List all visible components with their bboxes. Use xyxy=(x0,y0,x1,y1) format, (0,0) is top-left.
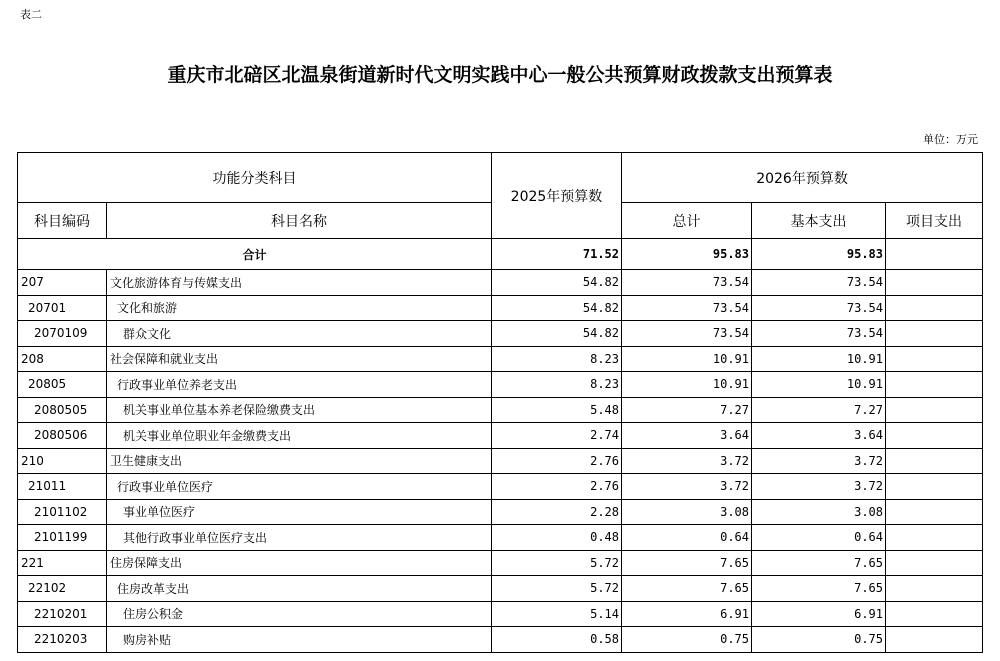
table-body xyxy=(18,239,983,653)
basic-2026-value: 7.27 xyxy=(752,397,886,423)
header-budget-2025: 2025年预算数 xyxy=(492,153,622,239)
budget-2025-value: 5.72 xyxy=(492,576,622,602)
subject-code: 2210201 xyxy=(18,601,107,627)
table-row xyxy=(18,576,983,602)
project-2026-value xyxy=(886,397,983,423)
table-row xyxy=(18,474,983,500)
subject-name: 文化旅游体育与传媒支出 xyxy=(107,270,492,296)
project-2026-value xyxy=(886,423,983,449)
project-2026-value xyxy=(886,346,983,372)
table-header xyxy=(18,153,983,239)
subject-code: 221 xyxy=(18,550,107,576)
total-2026-value: 6.91 xyxy=(622,601,752,627)
subject-name: 其他行政事业单位医疗支出 xyxy=(107,525,492,551)
total-2026-value: 3.72 xyxy=(622,474,752,500)
total-2026-project xyxy=(886,239,983,270)
basic-2026-value: 3.64 xyxy=(752,423,886,449)
project-2026-value xyxy=(886,550,983,576)
basic-2026-value: 3.72 xyxy=(752,448,886,474)
table-row xyxy=(18,499,983,525)
basic-2026-value: 3.72 xyxy=(752,474,886,500)
basic-2026-value: 0.75 xyxy=(752,627,886,653)
subject-code: 2070109 xyxy=(18,321,107,347)
project-2026-value xyxy=(886,576,983,602)
basic-2026-value: 73.54 xyxy=(752,321,886,347)
total-2026-value: 3.72 xyxy=(622,448,752,474)
budget-2025-value: 5.72 xyxy=(492,550,622,576)
budget-2025-value: 54.82 xyxy=(492,321,622,347)
subject-name: 购房补贴 xyxy=(107,627,492,653)
total-2026-value: 7.65 xyxy=(622,576,752,602)
budget-table xyxy=(17,152,983,653)
project-2026-value xyxy=(886,627,983,653)
basic-2026-value: 3.08 xyxy=(752,499,886,525)
subject-code: 207 xyxy=(18,270,107,296)
header-total: 总计 xyxy=(622,203,752,239)
subject-code: 2210203 xyxy=(18,627,107,653)
total-2026-basic: 95.83 xyxy=(752,239,886,270)
subject-code: 2101199 xyxy=(18,525,107,551)
budget-2025-value: 0.48 xyxy=(492,525,622,551)
header-project-expense: 项目支出 xyxy=(886,203,983,239)
budget-2025-value: 2.28 xyxy=(492,499,622,525)
project-2026-value xyxy=(886,295,983,321)
subject-name: 卫生健康支出 xyxy=(107,448,492,474)
total-2026-value: 3.64 xyxy=(622,423,752,449)
header-functional-class: 功能分类科目 xyxy=(18,153,492,203)
total-2026-value: 73.54 xyxy=(622,321,752,347)
basic-2026-value: 0.64 xyxy=(752,525,886,551)
table-row xyxy=(18,346,983,372)
subject-code: 22102 xyxy=(18,576,107,602)
subject-name: 住房保障支出 xyxy=(107,550,492,576)
subject-code: 210 xyxy=(18,448,107,474)
budget-2025-value: 2.74 xyxy=(492,423,622,449)
table-row xyxy=(18,525,983,551)
subject-name: 住房改革支出 xyxy=(107,576,492,602)
subject-code: 20701 xyxy=(18,295,107,321)
budget-2025-value: 54.82 xyxy=(492,295,622,321)
table-label: 表二 xyxy=(20,8,42,21)
subject-name: 行政事业单位医疗 xyxy=(107,474,492,500)
table-row xyxy=(18,448,983,474)
subject-code: 21011 xyxy=(18,474,107,500)
subject-code: 2080506 xyxy=(18,423,107,449)
subject-name: 文化和旅游 xyxy=(107,295,492,321)
project-2026-value xyxy=(886,499,983,525)
total-2026-value: 7.27 xyxy=(622,397,752,423)
subject-name: 机关事业单位基本养老保险缴费支出 xyxy=(107,397,492,423)
table-row xyxy=(18,397,983,423)
table-row xyxy=(18,423,983,449)
header-budget-2026: 2026年预算数 xyxy=(622,153,983,203)
header-basic-expense: 基本支出 xyxy=(752,203,886,239)
budget-2025-value: 54.82 xyxy=(492,270,622,296)
table-row xyxy=(18,372,983,398)
total-2026-value: 3.08 xyxy=(622,499,752,525)
total-2026-value: 10.91 xyxy=(622,346,752,372)
budget-2025-value: 8.23 xyxy=(492,346,622,372)
budget-2025-value: 2.76 xyxy=(492,474,622,500)
header-subject-name: 科目名称 xyxy=(107,203,492,239)
subject-code: 208 xyxy=(18,346,107,372)
subject-code: 2101102 xyxy=(18,499,107,525)
budget-2025-value: 5.14 xyxy=(492,601,622,627)
project-2026-value xyxy=(886,448,983,474)
subject-name: 机关事业单位职业年金缴费支出 xyxy=(107,423,492,449)
basic-2026-value: 7.65 xyxy=(752,550,886,576)
header-subject-code: 科目编码 xyxy=(18,203,107,239)
basic-2026-value: 10.91 xyxy=(752,346,886,372)
table-row xyxy=(18,321,983,347)
basic-2026-value: 73.54 xyxy=(752,270,886,296)
total-budget-2025: 71.52 xyxy=(492,239,622,270)
project-2026-value xyxy=(886,474,983,500)
project-2026-value xyxy=(886,321,983,347)
table-row xyxy=(18,295,983,321)
subject-name: 住房公积金 xyxy=(107,601,492,627)
total-2026-value: 10.91 xyxy=(622,372,752,398)
total-row xyxy=(18,239,983,270)
basic-2026-value: 73.54 xyxy=(752,295,886,321)
subject-name: 事业单位医疗 xyxy=(107,499,492,525)
total-2026-value: 0.64 xyxy=(622,525,752,551)
subject-code: 20805 xyxy=(18,372,107,398)
total-2026-value: 73.54 xyxy=(622,295,752,321)
budget-2025-value: 5.48 xyxy=(492,397,622,423)
table-row xyxy=(18,270,983,296)
basic-2026-value: 6.91 xyxy=(752,601,886,627)
project-2026-value xyxy=(886,270,983,296)
table-row xyxy=(18,601,983,627)
budget-2025-value: 8.23 xyxy=(492,372,622,398)
basic-2026-value: 7.65 xyxy=(752,576,886,602)
project-2026-value xyxy=(886,372,983,398)
table-row xyxy=(18,550,983,576)
total-2026-value: 0.75 xyxy=(622,627,752,653)
total-2026-total: 95.83 xyxy=(622,239,752,270)
subject-name: 群众文化 xyxy=(107,321,492,347)
total-label: 合计 xyxy=(18,239,492,270)
table-row xyxy=(18,627,983,653)
unit-note: 单位：万元 xyxy=(923,133,978,146)
total-2026-value: 73.54 xyxy=(622,270,752,296)
basic-2026-value: 10.91 xyxy=(752,372,886,398)
subject-name: 行政事业单位养老支出 xyxy=(107,372,492,398)
subject-name: 社会保障和就业支出 xyxy=(107,346,492,372)
document-title: 重庆市北碚区北温泉街道新时代文明实践中心一般公共预算财政拨款支出预算表 xyxy=(167,64,833,86)
total-2026-value: 7.65 xyxy=(622,550,752,576)
budget-2025-value: 0.58 xyxy=(492,627,622,653)
project-2026-value xyxy=(886,525,983,551)
budget-2025-value: 2.76 xyxy=(492,448,622,474)
subject-code: 2080505 xyxy=(18,397,107,423)
project-2026-value xyxy=(886,601,983,627)
